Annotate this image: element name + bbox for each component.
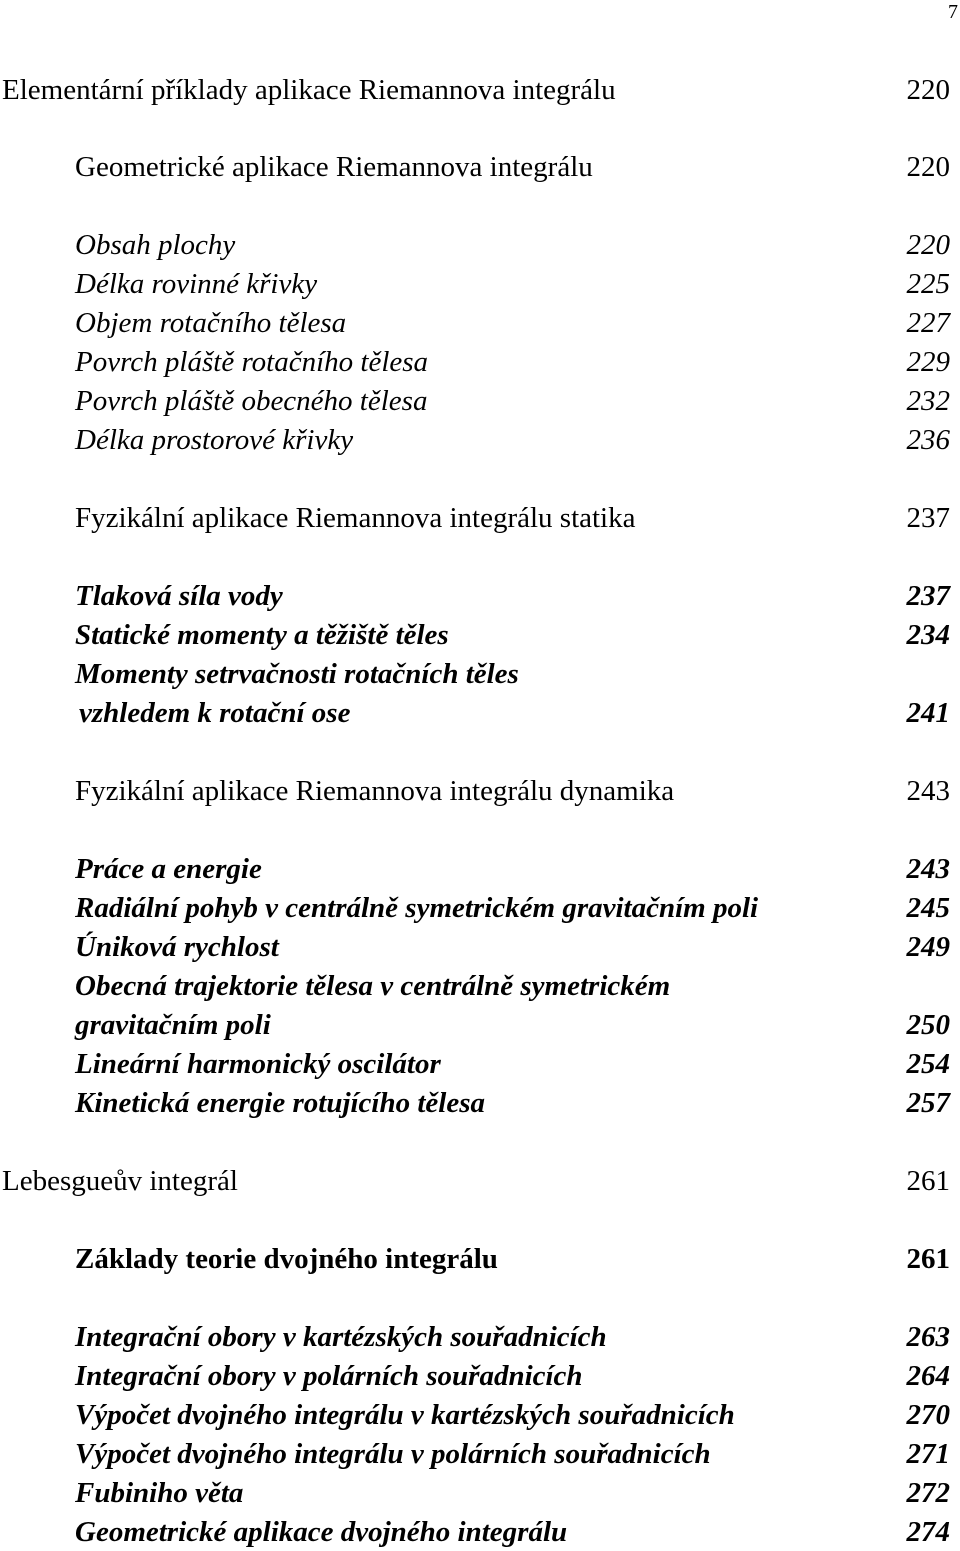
toc-entry-momenty[interactable] — [75, 655, 950, 693]
toc-title: Obsah plochy — [75, 229, 236, 261]
toc-entry-obecna[interactable] — [75, 967, 950, 1005]
page-number: 7 — [948, 1, 958, 23]
toc-page: 261 — [906, 1243, 950, 1275]
toc-page: 237 — [906, 502, 950, 534]
toc-title: Výpočet dvojného integrálu v kartézských souřadnicích — [75, 1399, 735, 1431]
toc-page: 220 — [906, 229, 950, 261]
toc-title: Lebesgueův integrál — [2, 1165, 238, 1197]
toc-page: 254 — [906, 1048, 950, 1080]
toc-page: 236 — [906, 424, 950, 456]
toc-page: 250 — [906, 1009, 950, 1041]
toc-entry-tlakova[interactable] — [75, 577, 950, 615]
toc-entry-delka-rovinne[interactable] — [75, 265, 950, 303]
toc-entry-elementarni[interactable] — [2, 71, 950, 109]
toc-entry-staticke[interactable] — [75, 616, 950, 654]
toc-entry-povrch-rot[interactable] — [75, 343, 950, 381]
toc-title: Fyzikální aplikace Riemannova integrálu dynamika — [75, 775, 675, 807]
toc-entry-lebesgue[interactable] — [2, 1162, 950, 1200]
toc-title: Základy teorie dvojného integrálu — [75, 1243, 498, 1275]
toc-page: 243 — [906, 775, 950, 807]
toc-entry-linearni[interactable] — [75, 1045, 950, 1083]
toc-title: Statické momenty a těžiště těles — [75, 619, 449, 651]
toc-entry-statika[interactable] — [75, 499, 950, 537]
toc-title: Integrační obory v polárních souřadnicích — [75, 1360, 583, 1392]
toc-title: Povrch pláště obecného tělesa — [75, 385, 428, 417]
toc-title: Práce a energie — [75, 853, 262, 885]
toc-title: Výpočet dvojného integrálu v polárních souřadnicích — [75, 1438, 711, 1470]
toc-entry-fubini[interactable] — [75, 1474, 950, 1512]
toc-entry-int-pol[interactable] — [75, 1357, 950, 1395]
toc-title: Radiální pohyb v centrálně symetrickém gravitačním poli — [75, 892, 759, 924]
toc-page: 229 — [906, 346, 950, 378]
toc-title: vzhledem k rotační ose — [79, 697, 351, 729]
toc-title: Fubiniho věta — [75, 1477, 244, 1509]
toc-page: 245 — [906, 892, 950, 924]
toc-entry-unikova[interactable] — [75, 928, 950, 966]
toc-entry-zaklady[interactable] — [75, 1240, 950, 1278]
toc-title: Integrační obory v kartézských souřadnicích — [75, 1321, 607, 1353]
toc-title: Fyzikální aplikace Riemannova integrálu statika — [75, 502, 636, 534]
toc-page: 261 — [906, 1165, 950, 1197]
toc-page: 272 — [906, 1477, 950, 1509]
toc-entry-kineticka[interactable] — [75, 1084, 950, 1122]
toc-page: 271 — [906, 1438, 950, 1470]
toc-entry-dynamika[interactable] — [75, 772, 950, 810]
toc-title: Délka prostorové křivky — [75, 424, 354, 456]
toc-entry-delka-prost[interactable] — [75, 421, 950, 459]
toc-page: 241 — [906, 697, 950, 729]
toc-entry-obsah[interactable] — [75, 226, 950, 264]
toc-entry-prace[interactable] — [75, 850, 950, 888]
toc-title: Geometrické aplikace Riemannova integrálu — [75, 151, 593, 183]
toc-page: 225 — [906, 268, 950, 300]
toc-title: Elementární příklady aplikace Riemannova integrálu — [2, 74, 616, 106]
toc-entry-geometricke[interactable] — [75, 148, 950, 186]
toc-page: 237 — [906, 580, 950, 612]
toc-entry-vyp-kart[interactable] — [75, 1396, 950, 1434]
toc-entry-vyp-pol[interactable] — [75, 1435, 950, 1473]
toc-title: Geometrické aplikace dvojného integrálu — [75, 1516, 568, 1548]
toc-entry-int-kart[interactable] — [75, 1318, 950, 1356]
toc-entry-obecna-cont[interactable] — [75, 1006, 950, 1044]
toc-page: 234 — [906, 619, 950, 651]
toc-title: Tlaková síla vody — [75, 580, 283, 612]
toc-page: 274 — [906, 1516, 950, 1548]
toc-page: 243 — [906, 853, 950, 885]
toc-title: Obecná trajektorie tělesa v centrálně symetrickém — [75, 970, 671, 1002]
toc-title: Kinetická energie rotujícího tělesa — [75, 1087, 486, 1119]
toc-entry-geom-dvoj[interactable] — [75, 1513, 950, 1551]
toc-entry-objem[interactable] — [75, 304, 950, 342]
toc-page: 257 — [906, 1087, 950, 1119]
toc-page: 220 — [906, 74, 950, 106]
toc-title: gravitačním poli — [75, 1009, 271, 1041]
toc-entry-radialni[interactable] — [75, 889, 950, 927]
toc-page: 249 — [906, 931, 950, 963]
toc-entry-povrch-obec[interactable] — [75, 382, 950, 420]
toc-page: 227 — [906, 307, 950, 339]
toc-page: 264 — [906, 1360, 950, 1392]
toc-page: 220 — [906, 151, 950, 183]
toc-title: Povrch pláště rotačního tělesa — [75, 346, 429, 378]
toc-entry-momenty-cont[interactable] — [75, 694, 950, 732]
toc-title: Momenty setrvačnosti rotačních těles — [75, 658, 519, 690]
toc-title: Objem rotačního tělesa — [75, 307, 347, 339]
toc-page: 263 — [906, 1321, 950, 1353]
toc-title: Délka rovinné křivky — [75, 268, 318, 300]
toc-page: 270 — [906, 1399, 950, 1431]
toc-title: Úniková rychlost — [75, 931, 279, 963]
toc-page: 232 — [906, 385, 950, 417]
toc-title: Lineární harmonický oscilátor — [75, 1048, 441, 1080]
